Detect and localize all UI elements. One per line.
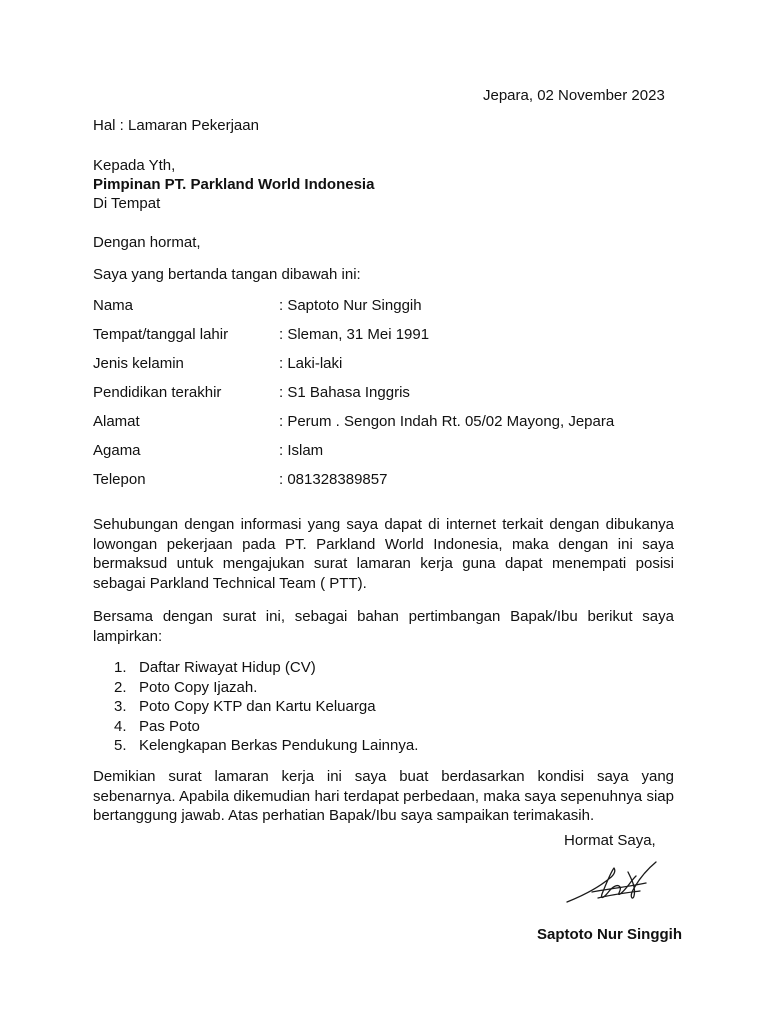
personal-value: : Saptoto Nur Singgih	[279, 297, 422, 314]
list-item	[93, 697, 653, 717]
paragraph-intro-position: Sehubungan dengan informasi yang saya dapat di internet terkait dengan dibukanya lowongan pekerjaan pada PT. Parkland World Indonesia, maka dengan ini saya bermaksud untuk mengajukan surat lamaran kerja guna dapat menempati posisi sebagai Parkland Technical Team ( PTT).	[93, 516, 674, 593]
personal-label: Tempat/tanggal lahir	[93, 326, 229, 343]
list-number: 2.	[114, 678, 127, 696]
personal-value: : 081328389857	[279, 471, 388, 488]
personal-label: Telepon	[93, 471, 146, 488]
recipient-location: Di Tempat	[93, 195, 161, 212]
personal-value: : Sleman, 31 Mei 1991	[279, 326, 430, 343]
recipient-greeting: Kepada Yth,	[93, 157, 176, 174]
signature-icon	[564, 858, 662, 914]
list-text: Kelengkapan Berkas Pendukung Lainnya.	[139, 737, 419, 754]
salutation: Dengan hormat,	[93, 234, 201, 251]
list-number: 5.	[114, 737, 127, 754]
personal-value: : S1 Bahasa Inggris	[279, 384, 410, 401]
list-item	[93, 736, 653, 756]
list-number: 1.	[114, 659, 127, 676]
list-text: Daftar Riwayat Hidup (CV)	[139, 659, 316, 676]
attachment-list	[93, 658, 653, 756]
closing-phrase: Hormat Saya,	[564, 832, 656, 849]
list-item	[93, 717, 653, 737]
personal-label: Alamat	[93, 413, 140, 430]
list-text: Poto Copy Ijazah.	[139, 678, 258, 696]
personal-value: : Islam	[279, 442, 324, 459]
recipient-name: Pimpinan PT. Parkland World Indonesia	[93, 176, 375, 193]
personal-label: Agama	[93, 442, 141, 459]
personal-label: Pendidikan terakhir	[93, 384, 222, 401]
list-text: Pas Poto	[139, 717, 200, 735]
list-text: Poto Copy KTP dan Kartu Keluarga	[139, 698, 376, 715]
list-item	[93, 678, 653, 698]
intro-line: Saya yang bertanda tangan dibawah ini:	[93, 266, 361, 283]
list-number: 4.	[114, 717, 127, 735]
signer-name: Saptoto Nur Singgih	[537, 926, 682, 943]
list-item	[93, 658, 653, 678]
paragraph-attachments-intro: Bersama dengan surat ini, sebagai bahan pertimbangan Bapak/Ibu berikut saya lampirkan:	[93, 608, 674, 645]
place-date: Jepara, 02 November 2023	[483, 87, 665, 104]
personal-label: Jenis kelamin	[93, 355, 184, 372]
list-number: 3.	[114, 698, 127, 715]
personal-value: : Laki-laki	[279, 355, 343, 372]
personal-label: Nama	[93, 297, 134, 314]
personal-value: : Perum . Sengon Indah Rt. 05/02 Mayong, Jepara	[279, 413, 615, 430]
paragraph-closing-statement: Demikian surat lamaran kerja ini saya buat berdasarkan kondisi saya yang sebenarnya. Apabila dikemudian hari terdapat perbedaan, maka saya sepenuhnya siap bertanggung jawab. Atas perhatian Bapak/Ibu saya sampaikan terimakasih.	[93, 768, 674, 825]
letter-subject: Hal : Lamaran Pekerjaan	[93, 117, 259, 134]
